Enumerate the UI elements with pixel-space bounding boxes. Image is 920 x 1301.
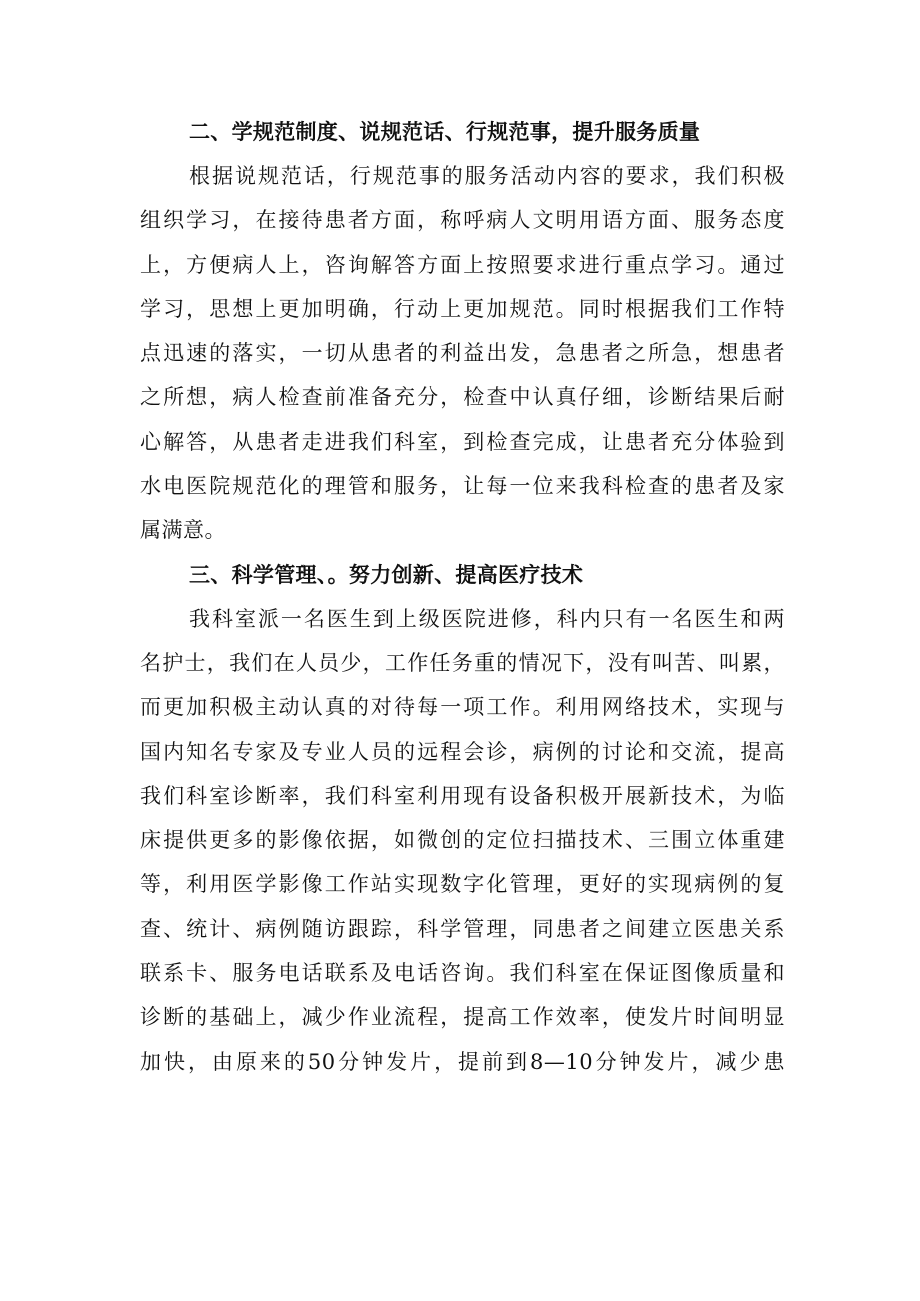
section-heading-3: 三、科学管理、。努力创新、提高医疗技术 — [189, 562, 584, 587]
paragraph-line: 加快，由原来的50分钟发片，提前到8—10分钟发片，减少患 — [140, 1049, 785, 1074]
paragraph-line: 我们科室诊断率，我们科室利用现有设备积极开展新技术，为临 — [140, 783, 785, 808]
paragraph-line: 而更加积极主动认真的对待每一项工作。利用网络技术，实现与 — [140, 695, 785, 720]
paragraph-line: 等，利用医学影像工作站实现数字化管理，更好的实现病例的复 — [140, 872, 785, 897]
paragraph-line: 上，方便病人上，咨询解答方面上按照要求进行重点学习。通过 — [140, 252, 785, 277]
paragraph-line: 联系卡、服务电话联系及电话咨询。我们科室在保证图像质量和 — [140, 961, 785, 986]
section-heading-2: 二、学规范制度、说规范话、行规范事，提升服务质量 — [189, 120, 701, 144]
paragraph-line: 学习，思想上更加明确，行动上更加规范。同时根据我们工作特 — [140, 296, 785, 321]
document-page — [140, 110, 785, 1084]
paragraph-line: 组织学习，在接待患者方面，称呼病人文明用语方面、服务态度 — [140, 208, 785, 233]
paragraph-line: 之所想，病人检查前准备充分，检查中认真仔细，诊断结果后耐 — [140, 385, 785, 410]
paragraph-line: 我科室派一名医生到上级医院进修，科内只有一名医生和两 — [189, 606, 785, 631]
paragraph-line: 国内知名专家及专业人员的远程会诊，病例的讨论和交流，提高 — [140, 739, 785, 764]
paragraph-line: 床提供更多的影像依据，如微创的定位扫描技术、三围立体重建 — [140, 828, 785, 853]
paragraph-line: 根据说规范话，行规范事的服务活动内容的要求，我们积极 — [189, 164, 785, 188]
section-paragraph-2 — [140, 154, 785, 553]
paragraph-line: 水电医院规范化的理管和服务，让每一位来我科检查的患者及家 — [140, 474, 785, 499]
paragraph-line: 诊断的基础上，减少作业流程，提高工作效率，使发片时间明显 — [140, 1005, 785, 1030]
paragraph-line: 名护士，我们在人员少，工作任务重的情况下，没有叫苦、叫累， — [140, 650, 785, 675]
paragraph-line: 心解答，从患者走进我们科室，到检查完成，让患者充分体验到 — [140, 429, 785, 454]
paragraph-line: 属满意。 — [140, 518, 226, 543]
section-paragraph-3 — [140, 597, 785, 1084]
paragraph-line: 查、统计、病例随访跟踪，科学管理，同患者之间建立医患关系 — [140, 916, 785, 941]
paragraph-line: 点迅速的落实，一切从患者的利益出发，急患者之所急，想患者 — [140, 341, 785, 366]
